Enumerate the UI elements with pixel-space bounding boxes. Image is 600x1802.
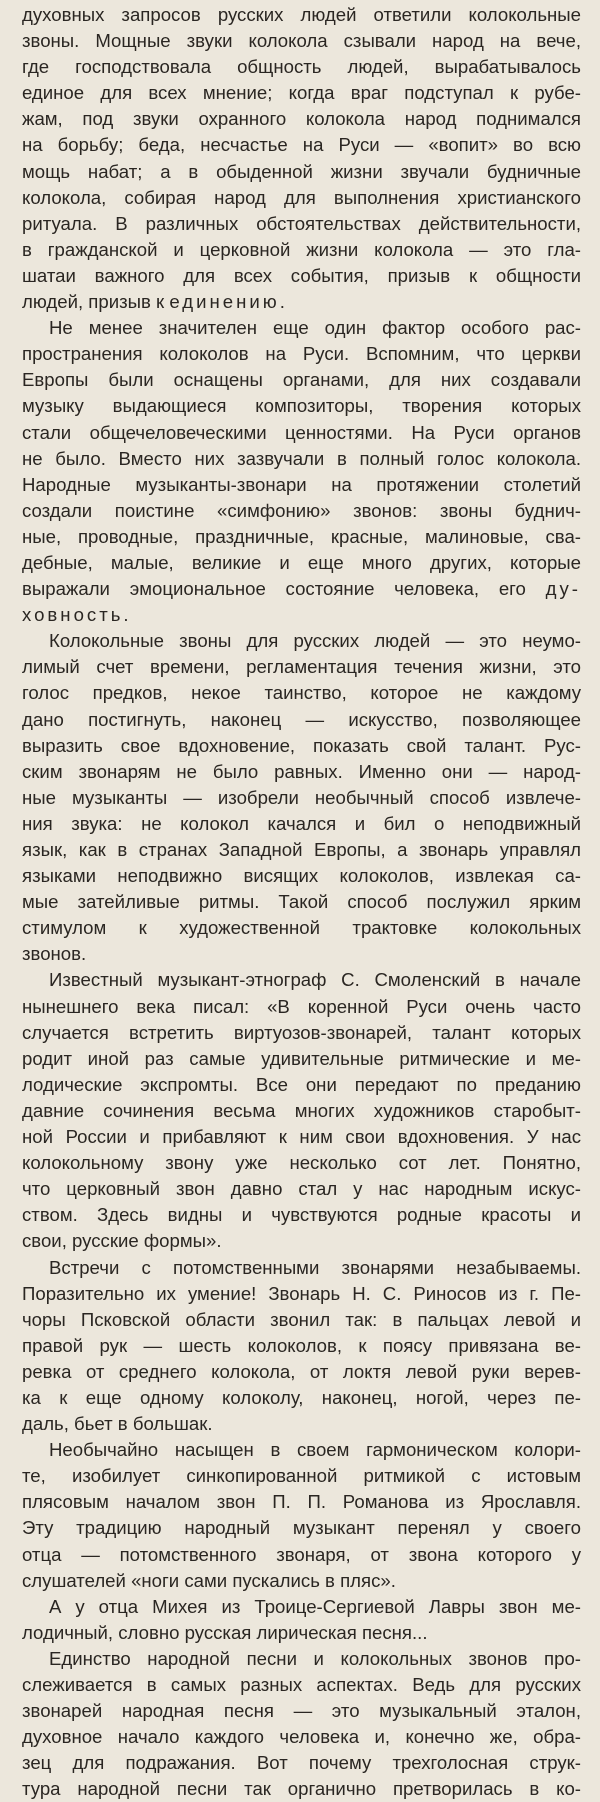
text-line: единое для всех мнение; когда враг подступал к рубе- — [22, 82, 581, 104]
text-line: звонарей народная песня — это музыкальный эталон, — [22, 1700, 581, 1722]
text-line: Необычайно насыщен в своем гармоническом колори- — [49, 1439, 581, 1461]
text-line: стимулом к художественной трактовке колокольных — [22, 917, 581, 939]
text-line: Поразительно их умение! Звонарь Н. С. Риносов из г. Пе- — [22, 1282, 581, 1304]
text-line: в гражданской и церковной жизни колокола — это гла- — [22, 238, 581, 260]
text-line: пространения колоколов на Руси. Вспомним, что церкви — [22, 343, 581, 365]
text-line: те, изобилует синкопированной ритмикой с истовым — [22, 1465, 581, 1487]
text-line: слеживается в самых разных аспектах. Ведь для русских — [22, 1674, 581, 1695]
text-line: зец для подражания. Вот почему трехголосная струк- — [22, 1752, 581, 1774]
text-line: колокольному звону уже несколько сот лет. Понятно, — [22, 1152, 581, 1174]
text-line: что церковный звон давно стал у нас народным искус- — [22, 1178, 581, 1200]
text-line: Народные музыканты-звонари на протяжении столетий — [22, 473, 581, 495]
text-line: мощь набат; а в обыденной жизни звучали будничные — [22, 160, 581, 182]
text-line: шатаи важного для всех события, призыв к общности — [22, 264, 581, 286]
text-line: мые затейливые ритмы. Такой способ послужил ярким — [22, 891, 581, 913]
text-line: стали общечеловеческими ценностями. На Руси органов — [22, 421, 581, 443]
text-line: звонов. — [22, 943, 87, 965]
text-line: жам, под звуки охранного колокола народ поднимался — [22, 108, 581, 130]
text-line: ховность. — [22, 604, 129, 626]
text-line: ритуала. В различных обстоятельствах действительности, — [22, 212, 581, 234]
text-line: не было. Вместо них зазвучали в полный голос колокола. — [22, 447, 581, 469]
text-line: духовных запросов русских людей ответили колокольные — [22, 4, 581, 25]
text-line: чоры Псковской области звонил так: в пальцах левой и — [22, 1308, 581, 1330]
text-line: даль, бьет в большак. — [22, 1413, 213, 1435]
text-line: выразить свое вдохновение, показать свой талант. Рус- — [22, 734, 581, 756]
text-line: правой рук — шесть колоколов, к поясу привязана ве- — [22, 1334, 581, 1356]
text-line: дебные, малые, великие и еще много других, которые — [22, 551, 581, 573]
text-line: языками неподвижно висящих колоколов, извлекая са- — [22, 865, 581, 887]
text-line: лодичный, словно русская лирическая песня... — [22, 1621, 428, 1643]
text-line: где господствовала общность людей, вырабатывалось — [22, 56, 581, 78]
text-line: выражали эмоциональное состояние человека, его ду- — [22, 578, 581, 600]
text-line: Известный музыкант-этнограф С. Смоленский в начале — [49, 969, 581, 991]
text-line: тура народной песни так органично претворилась в ко- — [22, 1778, 581, 1800]
text-line: ством. Здесь видны и чувствуются родные красоты и — [22, 1204, 581, 1226]
text-line: Не менее значителен еще один фактор особого рас- — [49, 317, 581, 339]
text-line: ревка от среднего колокола, от локтя левой руки верев- — [22, 1360, 581, 1382]
text-line: ные музыканты — изобрели необычный способ извлече- — [22, 786, 581, 808]
text-line: людей, призыв к единению. — [22, 291, 285, 313]
text-line: духовное начало каждого человека и, конечно же, обра- — [22, 1726, 581, 1748]
text-line: колокола, собирая народ для выполнения христианского — [22, 186, 581, 208]
text-line: музыку выдающиеся композиторы, творения которых — [22, 395, 581, 417]
text-line: давние сочинения весьма многих художников старобыт- — [22, 1099, 581, 1121]
text-line: дано постигнуть, наконец — искусство, позволяющее — [22, 708, 581, 730]
text-line: Единство народной песни и колокольных звонов про- — [49, 1647, 581, 1669]
text-line: ния звука: не колокол качался и бил о неподвижный — [22, 812, 581, 834]
text-line: Эту традицию народный музыкант перенял у своего — [22, 1517, 581, 1539]
text-line: А у отца Михея из Троице-Сергиевой Лавры звон ме- — [49, 1595, 581, 1617]
text-line: слушателей «ноги сами пускались в пляс». — [22, 1569, 396, 1591]
text-line: плясовым началом звон П. П. Романова из Ярославля. — [22, 1491, 581, 1513]
text-line: родит иной раз самые удивительные ритмические и ме- — [22, 1047, 581, 1069]
text-line: отца — потомственного звонаря, от звона которого у — [22, 1543, 581, 1565]
text-line: лимый счет времени, регламентация течения жизни, это — [22, 656, 581, 678]
text-line: создали поистине «симфонию» звонов: звоны буднич- — [22, 499, 581, 521]
text-line: звоны. Мощные звуки колокола сзывали народ на вече, — [22, 30, 581, 52]
text-line: язык, как в странах Западной Европы, а звонарь управлял — [22, 839, 581, 860]
document-page — [22, 2, 581, 1802]
text-line: ка к еще одному колоколу, наконец, ногой, через пе- — [22, 1386, 581, 1408]
text-line: на борьбу; беда, несчастье на Руси — «вопит» во всю — [22, 134, 581, 156]
text-line: голос предков, некое таинство, которое не каждому — [22, 682, 581, 704]
text-line: ной России и прибавляют к ним свои вдохновения. У нас — [22, 1126, 581, 1148]
text-line: Европы были оснащены органами, для них создавали — [22, 369, 581, 391]
text-line: лодические экспромты. Все они передают по преданию — [22, 1073, 581, 1095]
text-line: Встречи с потомственными звонарями незабываемы. — [49, 1256, 581, 1278]
text-line: нынешнего века писал: «В коренной Руси очень часто — [22, 995, 581, 1017]
text-line: свои, русские формы». — [22, 1230, 222, 1252]
text-line: ные, проводные, праздничные, красные, малиновые, сва- — [22, 525, 581, 547]
text-line: ским звонарям не было равных. Именно они — народ- — [22, 760, 581, 782]
text-line: случается встретить виртуозов-звонарей, талант которых — [22, 1021, 581, 1043]
text-line: Колокольные звоны для русских людей — это неумо- — [49, 630, 581, 652]
